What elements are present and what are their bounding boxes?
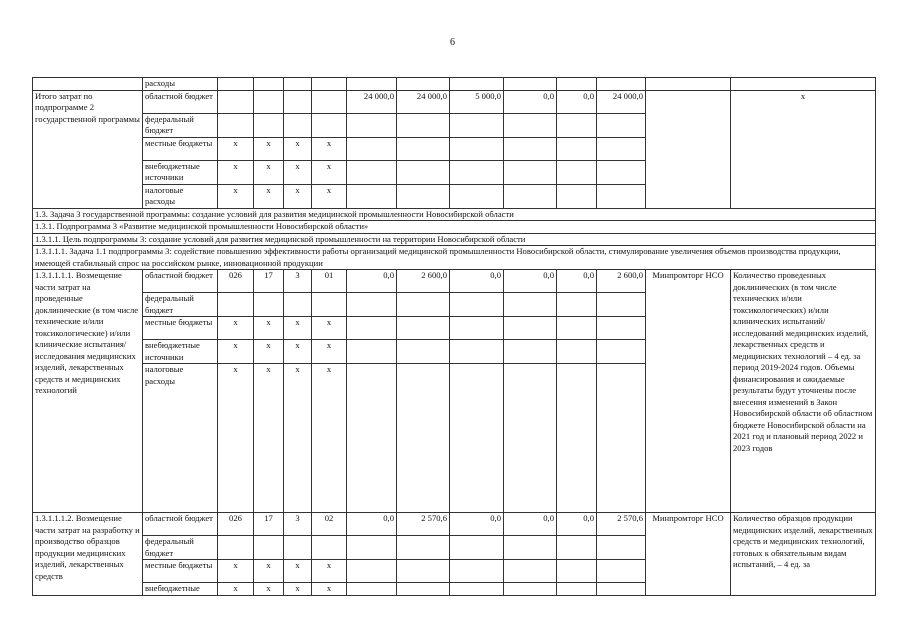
amount-cell: 2 570,6 (397, 513, 450, 536)
funding-source: областной бюджет (143, 90, 218, 113)
code-cell: x (218, 317, 254, 340)
amount-cell (397, 160, 450, 184)
measure-name (33, 78, 143, 91)
amount-cell (450, 160, 504, 184)
amount-cell: 0,0 (450, 270, 504, 293)
code-cell (254, 113, 284, 137)
empty-cell (312, 78, 347, 91)
result-cell: x (731, 90, 876, 208)
result-cell: Количество образцов продукции медицинских изделий, лекарственных средств и медицинских технологий, готовых к обязательным видам испытаний, – 4 ед. за (731, 513, 876, 596)
code-cell (284, 293, 312, 317)
funding-source: внебюджетные источники (143, 160, 218, 184)
funding-source: областной бюджет (143, 270, 218, 293)
amount-cell (557, 137, 597, 160)
result-cell: Количество проведенных доклинических (в том числе технических и/или токсикологических) и/или клинических испытаний/исследований медицинских изделий, лекарственных средств и медицинских технологий – 4 ед. за период 2019-2024 годов. Объемы финансирования и ожидаемые результаты будут уточнены после внесения изменений в Закон Новосибирской области об областном бюджете Новосибирской области на 2021 год и плановый период 2022 и 2023 годов (731, 270, 876, 513)
amount-cell (450, 184, 504, 208)
funding-source: федеральный бюджет (143, 113, 218, 137)
empty-cell (284, 78, 312, 91)
amount-cell (597, 536, 646, 560)
code-cell: x (312, 560, 347, 583)
code-cell: x (218, 160, 254, 184)
table-row (33, 233, 876, 246)
amount-cell (557, 364, 597, 513)
section-heading: 1.3. Задача 3 государственной программы: создание условий для развития медицинской промышленности Новосибирской области (33, 208, 876, 221)
amount-cell (504, 536, 557, 560)
code-cell: x (254, 317, 284, 340)
code-cell (254, 293, 284, 317)
code-cell: x (312, 184, 347, 208)
table-row (33, 221, 876, 234)
code-cell: x (284, 340, 312, 364)
amount-cell: 0,0 (504, 270, 557, 293)
code-cell (254, 536, 284, 560)
empty-cell (347, 78, 397, 91)
amount-cell (397, 317, 450, 340)
amount-cell (597, 184, 646, 208)
amount-cell (450, 293, 504, 317)
amount-cell (504, 113, 557, 137)
table-row (33, 513, 876, 536)
section-heading: 1.3.1.1.1. Задача 1.1 подпрограммы 3: содействие повышению эффективности работы организаций медицинской промышленности Новосибирской области, стимулирование увеличения объемов производства продукции, имеющей стабильный спрос на российском рынке, инновационной продукции (33, 246, 876, 270)
amount-cell (504, 560, 557, 583)
funding-source: внебюджетные источники (143, 340, 218, 364)
empty-cell (731, 78, 876, 91)
amount-cell (347, 317, 397, 340)
amount-cell: 2 600,0 (597, 270, 646, 293)
measure-name: 1.3.1.1.1.2. Возмещение части затрат на разработку и производство образцов продукции медицинских изделий, лекарственных средств (33, 513, 143, 596)
amount-cell (504, 364, 557, 513)
code-cell: x (218, 184, 254, 208)
amount-cell: 0,0 (557, 270, 597, 293)
funding-source: налоговые расходы (143, 364, 218, 513)
amount-cell (397, 536, 450, 560)
code-cell: x (284, 184, 312, 208)
empty-cell (597, 78, 646, 91)
empty-cell (557, 78, 597, 91)
amount-cell (450, 137, 504, 160)
amount-cell (504, 184, 557, 208)
code-cell: x (218, 340, 254, 364)
funding-source: областной бюджет (143, 513, 218, 536)
amount-cell (397, 340, 450, 364)
amount-cell (397, 293, 450, 317)
section-heading: 1.3.1. Подпрограмма 3 «Развитие медицинской промышленности Новосибирской области» (33, 221, 876, 234)
code-cell: x (284, 560, 312, 583)
amount-cell: 2 570,6 (597, 513, 646, 536)
funding-source: местные бюджеты (143, 317, 218, 340)
budget-table (32, 77, 876, 596)
code-cell: x (284, 137, 312, 160)
amount-cell (450, 583, 504, 596)
amount-cell: 24 000,0 (597, 90, 646, 113)
amount-cell: 0,0 (557, 90, 597, 113)
amount-cell (597, 317, 646, 340)
amount-cell (597, 160, 646, 184)
amount-cell (597, 137, 646, 160)
amount-cell (397, 583, 450, 596)
code-cell: x (284, 364, 312, 513)
amount-cell (597, 364, 646, 513)
amount-cell (347, 364, 397, 513)
amount-cell (347, 560, 397, 583)
code-cell: x (312, 583, 347, 596)
amount-cell (450, 560, 504, 583)
empty-cell (646, 78, 731, 91)
code-cell: x (312, 340, 347, 364)
measure-name: 1.3.1.1.1.1. Возмещение части затрат на проведенные доклинические (в том числе технические и/или токсикологические) и/или клинические испытания/исследования медицинских изделий, лекарственных средств и медицинских технологий (33, 270, 143, 513)
table-row (33, 246, 876, 270)
amount-cell (557, 340, 597, 364)
amount-cell: 2 600,0 (397, 270, 450, 293)
amount-cell (347, 113, 397, 137)
executor-cell: Минпромторг НСО (646, 270, 731, 513)
amount-cell: 0,0 (557, 513, 597, 536)
amount-cell: 5 000,0 (450, 90, 504, 113)
empty-cell (397, 78, 450, 91)
empty-cell (504, 78, 557, 91)
funding-source: налоговые расходы (143, 184, 218, 208)
code-cell: x (218, 560, 254, 583)
code-cell (218, 113, 254, 137)
code-cell: 02 (312, 513, 347, 536)
code-cell: x (218, 583, 254, 596)
section-heading: 1.3.1.1. Цель подпрограммы 3: создание условий для развития медицинской промышленности на территории Новосибирской области (33, 233, 876, 246)
code-cell: x (284, 583, 312, 596)
code-cell (312, 536, 347, 560)
amount-cell (504, 137, 557, 160)
code-cell (218, 536, 254, 560)
amount-cell (557, 317, 597, 340)
code-cell (218, 90, 254, 113)
amount-cell (450, 340, 504, 364)
funding-source: местные бюджеты (143, 137, 218, 160)
amount-cell (397, 364, 450, 513)
amount-cell (557, 583, 597, 596)
code-cell: x (312, 137, 347, 160)
code-cell: x (254, 364, 284, 513)
code-cell (312, 113, 347, 137)
code-cell: x (312, 160, 347, 184)
code-cell (284, 90, 312, 113)
amount-cell (450, 364, 504, 513)
empty-cell (450, 78, 504, 91)
amount-cell (450, 536, 504, 560)
amount-cell: 0,0 (504, 90, 557, 113)
amount-cell (347, 536, 397, 560)
code-cell: 17 (254, 513, 284, 536)
amount-cell (347, 137, 397, 160)
code-cell: x (312, 317, 347, 340)
funding-source: федеральный бюджет (143, 293, 218, 317)
amount-cell (557, 184, 597, 208)
code-cell: x (218, 137, 254, 160)
code-cell: x (254, 137, 284, 160)
amount-cell (347, 184, 397, 208)
page-number: 6 (450, 37, 455, 48)
amount-cell (597, 113, 646, 137)
amount-cell: 0,0 (347, 513, 397, 536)
amount-cell: 24 000,0 (397, 90, 450, 113)
code-cell: 026 (218, 513, 254, 536)
amount-cell (450, 113, 504, 137)
code-cell (218, 293, 254, 317)
amount-cell (597, 583, 646, 596)
amount-cell (450, 317, 504, 340)
empty-cell (254, 78, 284, 91)
code-cell: x (218, 364, 254, 513)
amount-cell (347, 340, 397, 364)
table-row (33, 208, 876, 221)
code-cell (284, 113, 312, 137)
code-cell: x (312, 364, 347, 513)
amount-cell (504, 340, 557, 364)
amount-cell (557, 560, 597, 583)
amount-cell (347, 293, 397, 317)
amount-cell (504, 583, 557, 596)
funding-source: расходы (143, 78, 218, 91)
code-cell (284, 536, 312, 560)
executor-cell (646, 90, 731, 208)
code-cell: x (254, 160, 284, 184)
amount-cell (557, 536, 597, 560)
amount-cell: 24 000,0 (347, 90, 397, 113)
table-row (33, 90, 876, 113)
amount-cell (557, 293, 597, 317)
amount-cell (597, 560, 646, 583)
amount-cell (397, 184, 450, 208)
code-cell: x (284, 317, 312, 340)
code-cell: x (254, 184, 284, 208)
amount-cell: 0,0 (504, 513, 557, 536)
funding-source: местные бюджеты (143, 560, 218, 583)
amount-cell (504, 160, 557, 184)
amount-cell: 0,0 (450, 513, 504, 536)
code-cell: 3 (284, 270, 312, 293)
code-cell: 17 (254, 270, 284, 293)
funding-source: федеральный бюджет (143, 536, 218, 560)
code-cell (254, 90, 284, 113)
amount-cell (347, 583, 397, 596)
executor-cell: Минпромторг НСО (646, 513, 731, 596)
code-cell: x (254, 340, 284, 364)
amount-cell (597, 293, 646, 317)
funding-source: внебюджетные (143, 583, 218, 596)
code-cell: x (254, 560, 284, 583)
amount-cell (504, 317, 557, 340)
amount-cell (597, 340, 646, 364)
empty-cell (218, 78, 254, 91)
code-cell (312, 90, 347, 113)
code-cell: 3 (284, 513, 312, 536)
amount-cell (397, 137, 450, 160)
amount-cell (504, 293, 557, 317)
table-row (33, 78, 876, 91)
amount-cell (397, 560, 450, 583)
code-cell: x (284, 160, 312, 184)
amount-cell (397, 113, 450, 137)
code-cell: x (254, 583, 284, 596)
amount-cell (557, 160, 597, 184)
table-row (33, 270, 876, 293)
amount-cell (347, 160, 397, 184)
amount-cell: 0,0 (347, 270, 397, 293)
code-cell (312, 293, 347, 317)
code-cell: 01 (312, 270, 347, 293)
code-cell: 026 (218, 270, 254, 293)
measure-name: Итого затрат по подпрограмме 2 государственной программы (33, 90, 143, 208)
amount-cell (557, 113, 597, 137)
